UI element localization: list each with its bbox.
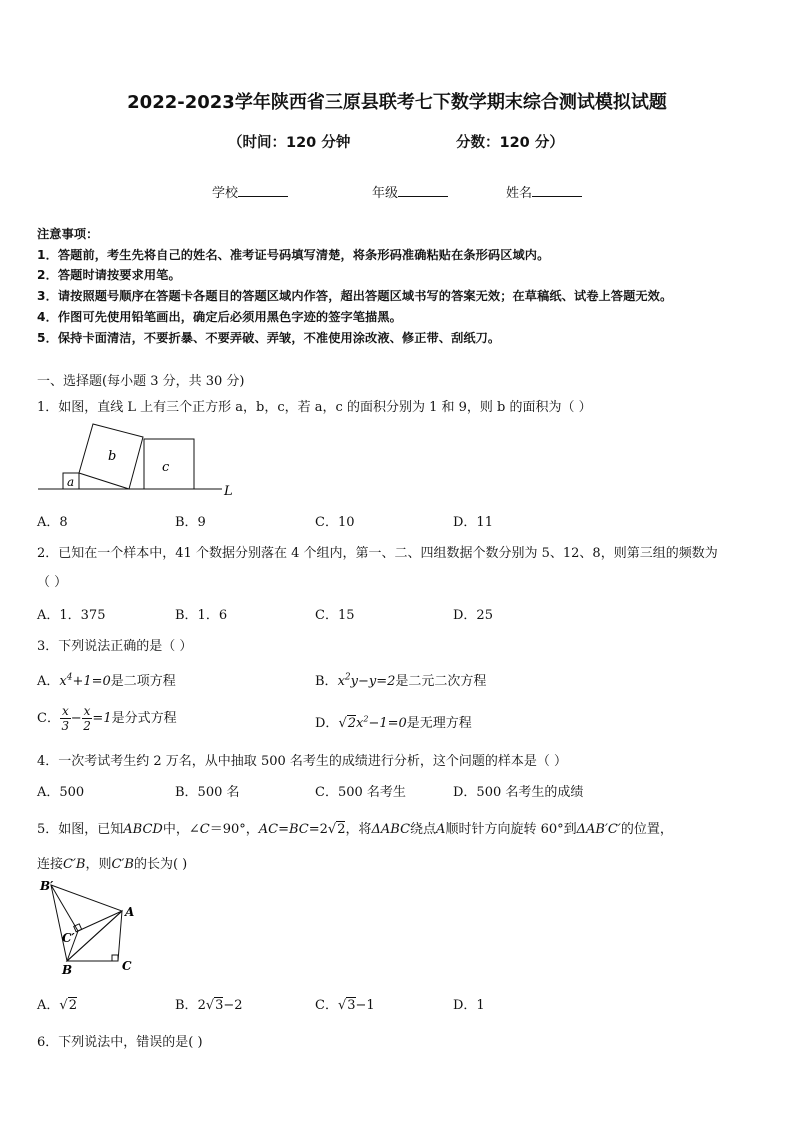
- right-angle-mark: [112, 955, 118, 961]
- option-d-label: D．: [315, 716, 339, 731]
- option-d-text: 是无理方程: [406, 716, 472, 731]
- equation: $x^4+1=0$: [59, 672, 111, 689]
- label-c-prime: C′: [62, 931, 75, 945]
- score-info: 分数：120 分）: [456, 135, 564, 151]
- q1-figure: [36, 420, 241, 500]
- option-b[interactable]: B．9: [175, 515, 206, 530]
- option-d[interactable]: D．500 名考生的成绩: [453, 785, 584, 800]
- option-a[interactable]: A．1．375: [37, 608, 106, 623]
- school-field: [212, 182, 288, 201]
- question-5-stem: 5．如图，已知ABCD中，∠C＝90°，AC=BC=2√2，将ΔABC绕点A顺时针方向旋转 60°到ΔAB′C′的位置，: [37, 822, 673, 837]
- triangle-ab-c-prime: [51, 885, 122, 961]
- option-a-label: A．: [37, 674, 60, 689]
- grade-field: [372, 182, 448, 201]
- option-c[interactable]: C．500 名考生: [315, 785, 406, 800]
- option-a-text: 是二项方程: [110, 674, 176, 689]
- label-b: B: [62, 963, 73, 977]
- option-c[interactable]: C． $\frac{x}{3}$ − $\frac{x}{2}$ =1是分式方程: [37, 704, 177, 733]
- label-b-prime: B′: [40, 879, 54, 893]
- equation: $x^2y-y=2$: [337, 672, 396, 689]
- school-label: 学校: [212, 186, 239, 201]
- option-d[interactable]: D．25: [453, 608, 493, 623]
- label-a: A: [125, 905, 135, 919]
- note-item: 4．作图可先使用铅笔画出，确定后必须用黑色字迹的签字笔描黑。: [37, 310, 402, 324]
- note-item: 2．答题时请按要求用笔。: [37, 268, 181, 282]
- question-4-stem: 4．一次考试考生约 2 万名，从中抽取 500 名考生的成绩进行分析，这个问题的样本是（ ）: [37, 754, 568, 769]
- option-b[interactable]: B．500 名: [175, 785, 240, 800]
- equation: $√2x^2-1=0$: [338, 714, 407, 731]
- label-b: b: [108, 449, 117, 464]
- note-item: 5．保持卡面清洁，不要折暴、不要弄破、弄皱，不准使用涂改液、修正带、刮纸刀。: [37, 331, 501, 345]
- notes-heading: 注意事项：: [37, 227, 99, 241]
- name-label: 姓名: [506, 186, 533, 201]
- question-6-stem: 6．下列说法中，错误的是( ): [37, 1035, 203, 1050]
- name-field: [506, 182, 582, 201]
- note-item: 1．答题前，考生先将自己的姓名、准考证号码填写清楚，将条形码准确粘贴在条形码区域内。: [37, 248, 550, 262]
- label-L: L: [224, 484, 233, 499]
- question-1-stem: 1．如图，直线 L 上有三个正方形 a，b，c，若 a，c 的面积分别为 1 和 9，则 b 的面积为（ ）: [37, 400, 592, 415]
- option-d[interactable]: D．11: [453, 515, 493, 530]
- label-c: C: [122, 959, 132, 973]
- option-a[interactable]: [37, 670, 176, 689]
- option-a[interactable]: A．500: [37, 785, 85, 800]
- grade-blank[interactable]: [398, 184, 448, 197]
- option-b[interactable]: [315, 670, 486, 689]
- option-b[interactable]: B．2√3−2: [175, 998, 243, 1013]
- option-a[interactable]: A．√2: [37, 998, 77, 1013]
- option-c-label: C．: [37, 711, 60, 726]
- label-c: c: [162, 460, 170, 475]
- grade-label: 年级: [372, 186, 399, 201]
- section-heading: 一、选择题(每小题 3 分，共 30 分): [37, 374, 245, 389]
- fraction: $\frac{x}{3}$: [61, 704, 70, 733]
- question-3-stem: 3．下列说法正确的是（ ）: [37, 639, 193, 654]
- school-blank[interactable]: [238, 184, 288, 197]
- option-a[interactable]: A．8: [37, 515, 68, 530]
- option-c[interactable]: C．10: [315, 515, 355, 530]
- question-5-stem-cont: 连接C′B，则C′B的长为( ): [37, 857, 188, 872]
- question-2-stem-cont: （ ）: [37, 575, 68, 590]
- q5-figure: [36, 876, 146, 978]
- fraction: $\frac{x}{2}$: [83, 704, 91, 733]
- question-2-stem: 2．已知在一个样本中，41 个数据分别落在 4 个组内，第一、二、四组数据个数分别为 5、12、8，则第三组的频数为: [37, 546, 718, 561]
- option-b-label: B．: [315, 674, 338, 689]
- option-c-text: 是分式方程: [111, 711, 177, 726]
- page-title: 2022-2023学年陕西省三原县联考七下数学期末综合测试模拟试题: [127, 92, 667, 113]
- name-blank[interactable]: [532, 184, 582, 197]
- segment-bp-cp: [51, 885, 78, 931]
- segment-cp-a: [78, 911, 122, 931]
- triangle-abc: [67, 911, 122, 961]
- option-d[interactable]: [315, 712, 472, 731]
- option-c[interactable]: C．15: [315, 608, 355, 623]
- note-item: 3．请按照题号顺序在答题卡各题目的答题区域内作答，超出答题区域书写的答案无效；在草稿纸、试卷上答题无效。: [37, 289, 673, 303]
- option-b[interactable]: B．1．6: [175, 608, 228, 623]
- option-d[interactable]: D．1: [453, 998, 485, 1013]
- option-c[interactable]: C．√3−1: [315, 998, 375, 1013]
- option-b-text: 是二元二次方程: [395, 674, 487, 689]
- time-info: （时间：120 分钟: [228, 135, 351, 151]
- label-a: a: [67, 475, 75, 489]
